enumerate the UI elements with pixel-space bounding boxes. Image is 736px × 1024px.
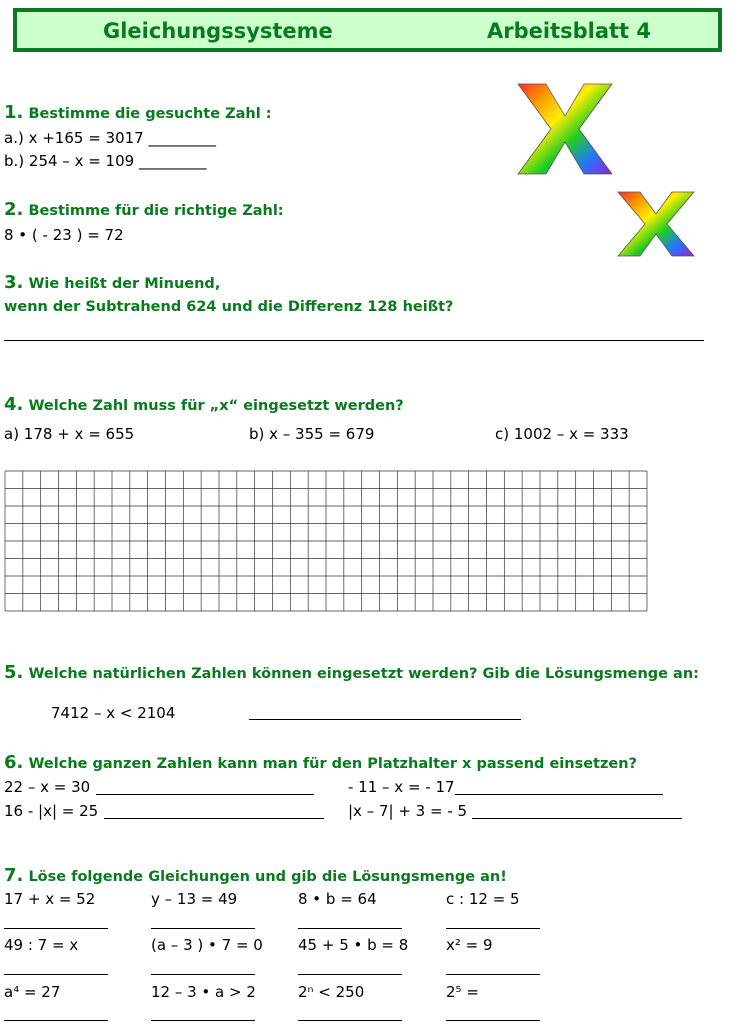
- answer-line: [104, 818, 324, 819]
- worksheet-header: [13, 8, 722, 52]
- question-6-heading: [4, 752, 637, 773]
- question-number: 5.: [4, 662, 24, 683]
- answer-line: [4, 1020, 108, 1021]
- q7-equation: 12 – 3 • a > 2: [151, 983, 256, 1001]
- question-number: 4.: [4, 394, 24, 415]
- question-text: Welche Zahl muss für „x“ eingesetzt werden?: [28, 398, 404, 414]
- answer-line: [298, 974, 402, 975]
- question-text: Welche ganzen Zahlen kann man für den Platzhalter x passend einsetzen?: [28, 756, 637, 772]
- question-text: Bestimme für die richtige Zahl:: [28, 203, 284, 219]
- question-7-heading: [4, 865, 507, 886]
- answer-line: [455, 794, 663, 795]
- q7-equation: y – 13 = 49: [151, 890, 238, 908]
- answer-line: [151, 1020, 255, 1021]
- q4-task-c: c) 1002 – x = 333: [495, 425, 629, 443]
- answer-line: [298, 1020, 402, 1021]
- rainbow-x-large-icon: [516, 82, 614, 176]
- question-number: 6.: [4, 752, 24, 773]
- answer-line: [249, 719, 521, 720]
- answer-line: [298, 928, 402, 929]
- worksheet-title: Gleichungssysteme: [103, 19, 333, 43]
- answer-line: [96, 794, 314, 795]
- question-3-heading: [4, 272, 220, 293]
- question-number: 7.: [4, 865, 24, 886]
- q5-inequality: 7412 – x < 2104: [51, 704, 176, 722]
- q7-equation: c : 12 = 5: [446, 890, 520, 908]
- answer-line: [446, 1020, 540, 1021]
- q7-equation: 2ⁿ < 250: [298, 983, 365, 1001]
- rainbow-x-small-icon: [616, 190, 696, 258]
- question-text: Löse folgende Gleichungen und gib die Lösungsmenge an!: [28, 869, 507, 885]
- question-text: Welche natürlichen Zahlen können eingesetzt werden? Gib die Lösungsmenge an:: [28, 666, 699, 682]
- answer-line: [446, 928, 540, 929]
- question-1-heading: [4, 102, 272, 123]
- q1-task-a: a.) x +165 = 3017 _________: [4, 129, 216, 147]
- q6-eq-3: 16 - |x| = 25: [4, 802, 99, 820]
- q7-equation: 8 • b = 64: [298, 890, 377, 908]
- question-text: Wie heißt der Minuend,: [28, 276, 221, 292]
- answer-line: [4, 974, 108, 975]
- question-5-heading: [4, 662, 699, 683]
- q7-equation: 2⁵ =: [446, 983, 479, 1001]
- q7-equation: x² = 9: [446, 936, 493, 954]
- question-2-heading: [4, 199, 284, 220]
- question-number: 1.: [4, 102, 24, 123]
- q4-task-a: a) 178 + x = 655: [4, 425, 135, 443]
- answer-line: [151, 974, 255, 975]
- answer-line: [4, 340, 704, 341]
- answer-line: [472, 818, 682, 819]
- question-3-text-line2: wenn der Subtrahend 624 und die Differenz 128 heißt?: [4, 299, 454, 315]
- q7-equation: a⁴ = 27: [4, 983, 61, 1001]
- calculation-grid: [4, 470, 648, 612]
- answer-line: [151, 928, 255, 929]
- answer-line: [4, 928, 108, 929]
- question-number: 2.: [4, 199, 24, 220]
- q6-eq-4: |x – 7| + 3 = - 5: [348, 802, 468, 820]
- question-number: 3.: [4, 272, 24, 293]
- q2-equation: 8 • ( - 23 ) = 72: [4, 226, 124, 244]
- question-4-heading: [4, 394, 404, 415]
- question-text: Bestimme die gesuchte Zahl :: [28, 106, 272, 122]
- q7-equation: 17 + x = 52: [4, 890, 96, 908]
- q7-equation: 45 + 5 • b = 8: [298, 936, 409, 954]
- worksheet-number: Arbeitsblatt 4: [487, 19, 652, 43]
- q6-eq-1: 22 – x = 30: [4, 778, 91, 796]
- q7-equation: 49 : 7 = x: [4, 936, 79, 954]
- q1-task-b: b.) 254 – x = 109 _________: [4, 152, 207, 170]
- q6-eq-2: - 11 – x = - 17: [348, 778, 455, 796]
- q4-task-b: b) x – 355 = 679: [249, 425, 375, 443]
- q7-equation: (a – 3 ) • 7 = 0: [151, 936, 263, 954]
- answer-line: [446, 974, 540, 975]
